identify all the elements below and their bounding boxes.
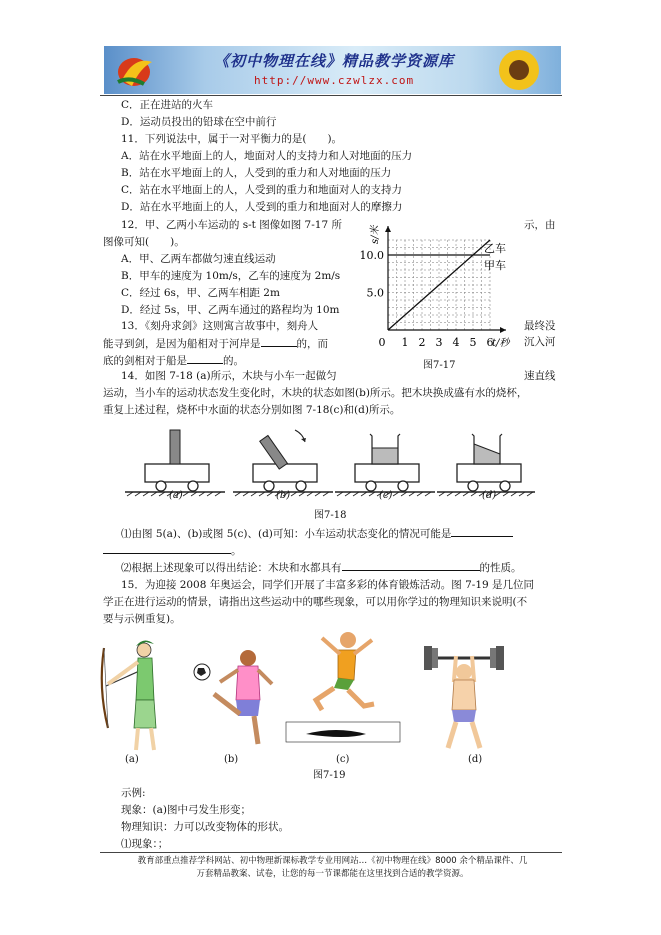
option-line: A．甲、乙两车都做匀速直线运动 bbox=[121, 253, 276, 265]
fig-7-18-label-b: (b) bbox=[276, 490, 291, 501]
question-13-tail: 最终没 bbox=[524, 320, 556, 332]
answer-blank[interactable] bbox=[187, 352, 223, 364]
fig-7-18-label-c: (c) bbox=[379, 490, 393, 501]
question-14-part2: ⑵根据上述现象可以得出结论：木块和水都具有 的性质。 bbox=[121, 559, 522, 575]
question-11: 11．下列说法中，属于一对平衡力的是( )。 bbox=[121, 133, 343, 145]
sunflower-icon bbox=[499, 50, 539, 90]
cart-c bbox=[335, 434, 435, 496]
option-line: D．站在水平地面上的人，人受到的重力和地面对人的摩擦力 bbox=[121, 201, 403, 213]
series-label-yi: 乙车 bbox=[484, 242, 506, 255]
header-rule bbox=[100, 95, 562, 96]
question-13-line3: 底的剑相对于船是 的。 bbox=[103, 352, 244, 368]
question-15-line3: 要与示例重复)。 bbox=[103, 613, 181, 625]
y-axis-title: s/米 bbox=[370, 225, 381, 244]
fig-7-18-caption: 图7-18 bbox=[314, 510, 347, 521]
example-knowledge: 物理知识：力可以改变物体的形状。 bbox=[121, 821, 289, 833]
y-tick-label: 10.0 bbox=[360, 249, 384, 262]
fig-7-19-caption: 图7-19 bbox=[313, 770, 346, 781]
question-15: 15．为迎接 2008 年奥运会，同学们开展了丰富多彩的体育锻炼活动。图 7-19 是几位同 bbox=[121, 579, 535, 591]
example-phenomenon: 现象：(a)图中弓发生形变； bbox=[121, 804, 251, 816]
option-line: B．站在水平地面上的人，人受到的重力和人对地面的压力 bbox=[121, 167, 392, 179]
x-tick-label: 1 bbox=[401, 336, 409, 349]
fig-7-17-caption: 图7-17 bbox=[423, 360, 456, 371]
banner-title: 《初中物理在线》精品教学资源库 bbox=[214, 52, 455, 70]
question-14-line3: 重复上述过程，烧杯中水面的状态分别如图 7-18(c)和(d)所示。 bbox=[103, 404, 401, 416]
fig-7-17-chart bbox=[360, 218, 530, 358]
x-tick-label: 4 bbox=[452, 336, 460, 349]
x-axis-title: t/秒 bbox=[492, 338, 510, 349]
soccer-player-figure bbox=[194, 650, 272, 744]
x-axis-arrow bbox=[500, 327, 506, 333]
question-12-tail: 示，由 bbox=[524, 219, 556, 231]
question-13: 13．《刻舟求剑》这则寓言故事中，刻舟人 bbox=[121, 320, 319, 332]
question-15-line2: 学正在进行运动的情景，请指出这些运动中的哪些现象，可以用你学过的物理知识来说明(不 bbox=[103, 596, 528, 608]
question-12: 12．甲、乙两小车运动的 s-t 图像如图 7-17 所 bbox=[121, 219, 342, 231]
answer-blank[interactable] bbox=[451, 525, 513, 537]
archer-figure bbox=[102, 640, 156, 750]
answer-blank[interactable] bbox=[342, 559, 480, 571]
y-axis-arrow bbox=[385, 226, 391, 232]
x-tick-label: 0 bbox=[378, 336, 386, 349]
site-logo-icon bbox=[118, 58, 152, 86]
question-13-tail2: 沉入河 bbox=[524, 336, 556, 348]
x-tick-label: 2 bbox=[418, 336, 426, 349]
option-line: C．正在进站的火车 bbox=[121, 99, 214, 111]
footer-rule bbox=[100, 852, 562, 853]
cart-b bbox=[233, 430, 333, 496]
fig-7-19-label-c: (c) bbox=[336, 754, 350, 765]
series-label-jia: 甲车 bbox=[484, 259, 506, 272]
fig-7-19-label-d: (d) bbox=[468, 754, 483, 765]
option-line: C．经过 6s，甲、乙两车相距 2m bbox=[121, 287, 280, 299]
cart-d bbox=[437, 434, 535, 496]
long-jumper-figure bbox=[286, 632, 400, 742]
x-tick-label: 3 bbox=[435, 336, 443, 349]
footer-line-2: 万套精品教案、试卷，让您的每一节课都能在这里找到合适的教学资源。 bbox=[196, 869, 469, 879]
fig-7-18-label-a: (a) bbox=[169, 490, 183, 501]
weightlifter-figure bbox=[424, 646, 504, 748]
fig-7-18-label-d: (d) bbox=[482, 490, 497, 501]
option-line: C．站在水平地面上的人，人受到的重力和地面对人的支持力 bbox=[121, 184, 403, 196]
option-line: A．站在水平地面上的人，地面对人的支持力和人对地面的压力 bbox=[121, 150, 413, 162]
question-14-part1-cont: 。 bbox=[103, 542, 242, 558]
chart-plot-area bbox=[360, 224, 511, 349]
fig-7-19-label-b: (b) bbox=[224, 754, 239, 765]
question-14-tail: 速直线 bbox=[524, 370, 556, 382]
option-line: D．经过 5s，甲、乙两车通过的路程均为 10m bbox=[121, 304, 340, 316]
question-14-part1: ⑴由图 5(a)、(b)或图 5(c)、(d)可知：小车运动状态变化的情况可能是 bbox=[121, 525, 513, 541]
header-banner bbox=[104, 46, 561, 94]
fig-7-19 bbox=[96, 628, 506, 756]
option-line: D．运动员投出的铅球在空中前行 bbox=[121, 116, 277, 128]
question-13-line2: 能寻到剑，是因为船相对于河岸是 的，而 bbox=[103, 335, 328, 351]
y-tick-label: 5.0 bbox=[366, 286, 384, 300]
example-heading: 示例: bbox=[121, 787, 146, 799]
banner-url[interactable]: http://www.czwlzx.com bbox=[254, 74, 415, 87]
fig-7-19-label-a: (a) bbox=[125, 754, 139, 765]
answer-blank[interactable] bbox=[261, 335, 297, 347]
answer-blank[interactable] bbox=[103, 542, 231, 554]
question-14-line2: 运动，当小车的运动状态发生变化时，木块的状态如图(b)所示。把木块换成盛有水的烧杯， bbox=[103, 387, 528, 399]
footer-line-1: 教育部重点推荐学科网站、初中物理新课标教学专业用网站…《初中物理在线》8000 余个精品课件、几 bbox=[137, 856, 528, 866]
answer-1-phenomenon: ⑴现象：； bbox=[121, 838, 169, 850]
question-12-line2: 图像可知( )。 bbox=[103, 236, 185, 248]
cart-a bbox=[125, 430, 225, 496]
fig-7-18 bbox=[125, 422, 535, 514]
x-tick-label: 6 bbox=[486, 336, 494, 349]
option-line: B．甲车的速度为 10m/s，乙车的速度为 2m/s bbox=[121, 270, 341, 282]
x-tick-label: 5 bbox=[469, 336, 477, 349]
question-14: 14．如图 7-18 (a)所示，木块与小车一起做匀 bbox=[121, 370, 337, 382]
